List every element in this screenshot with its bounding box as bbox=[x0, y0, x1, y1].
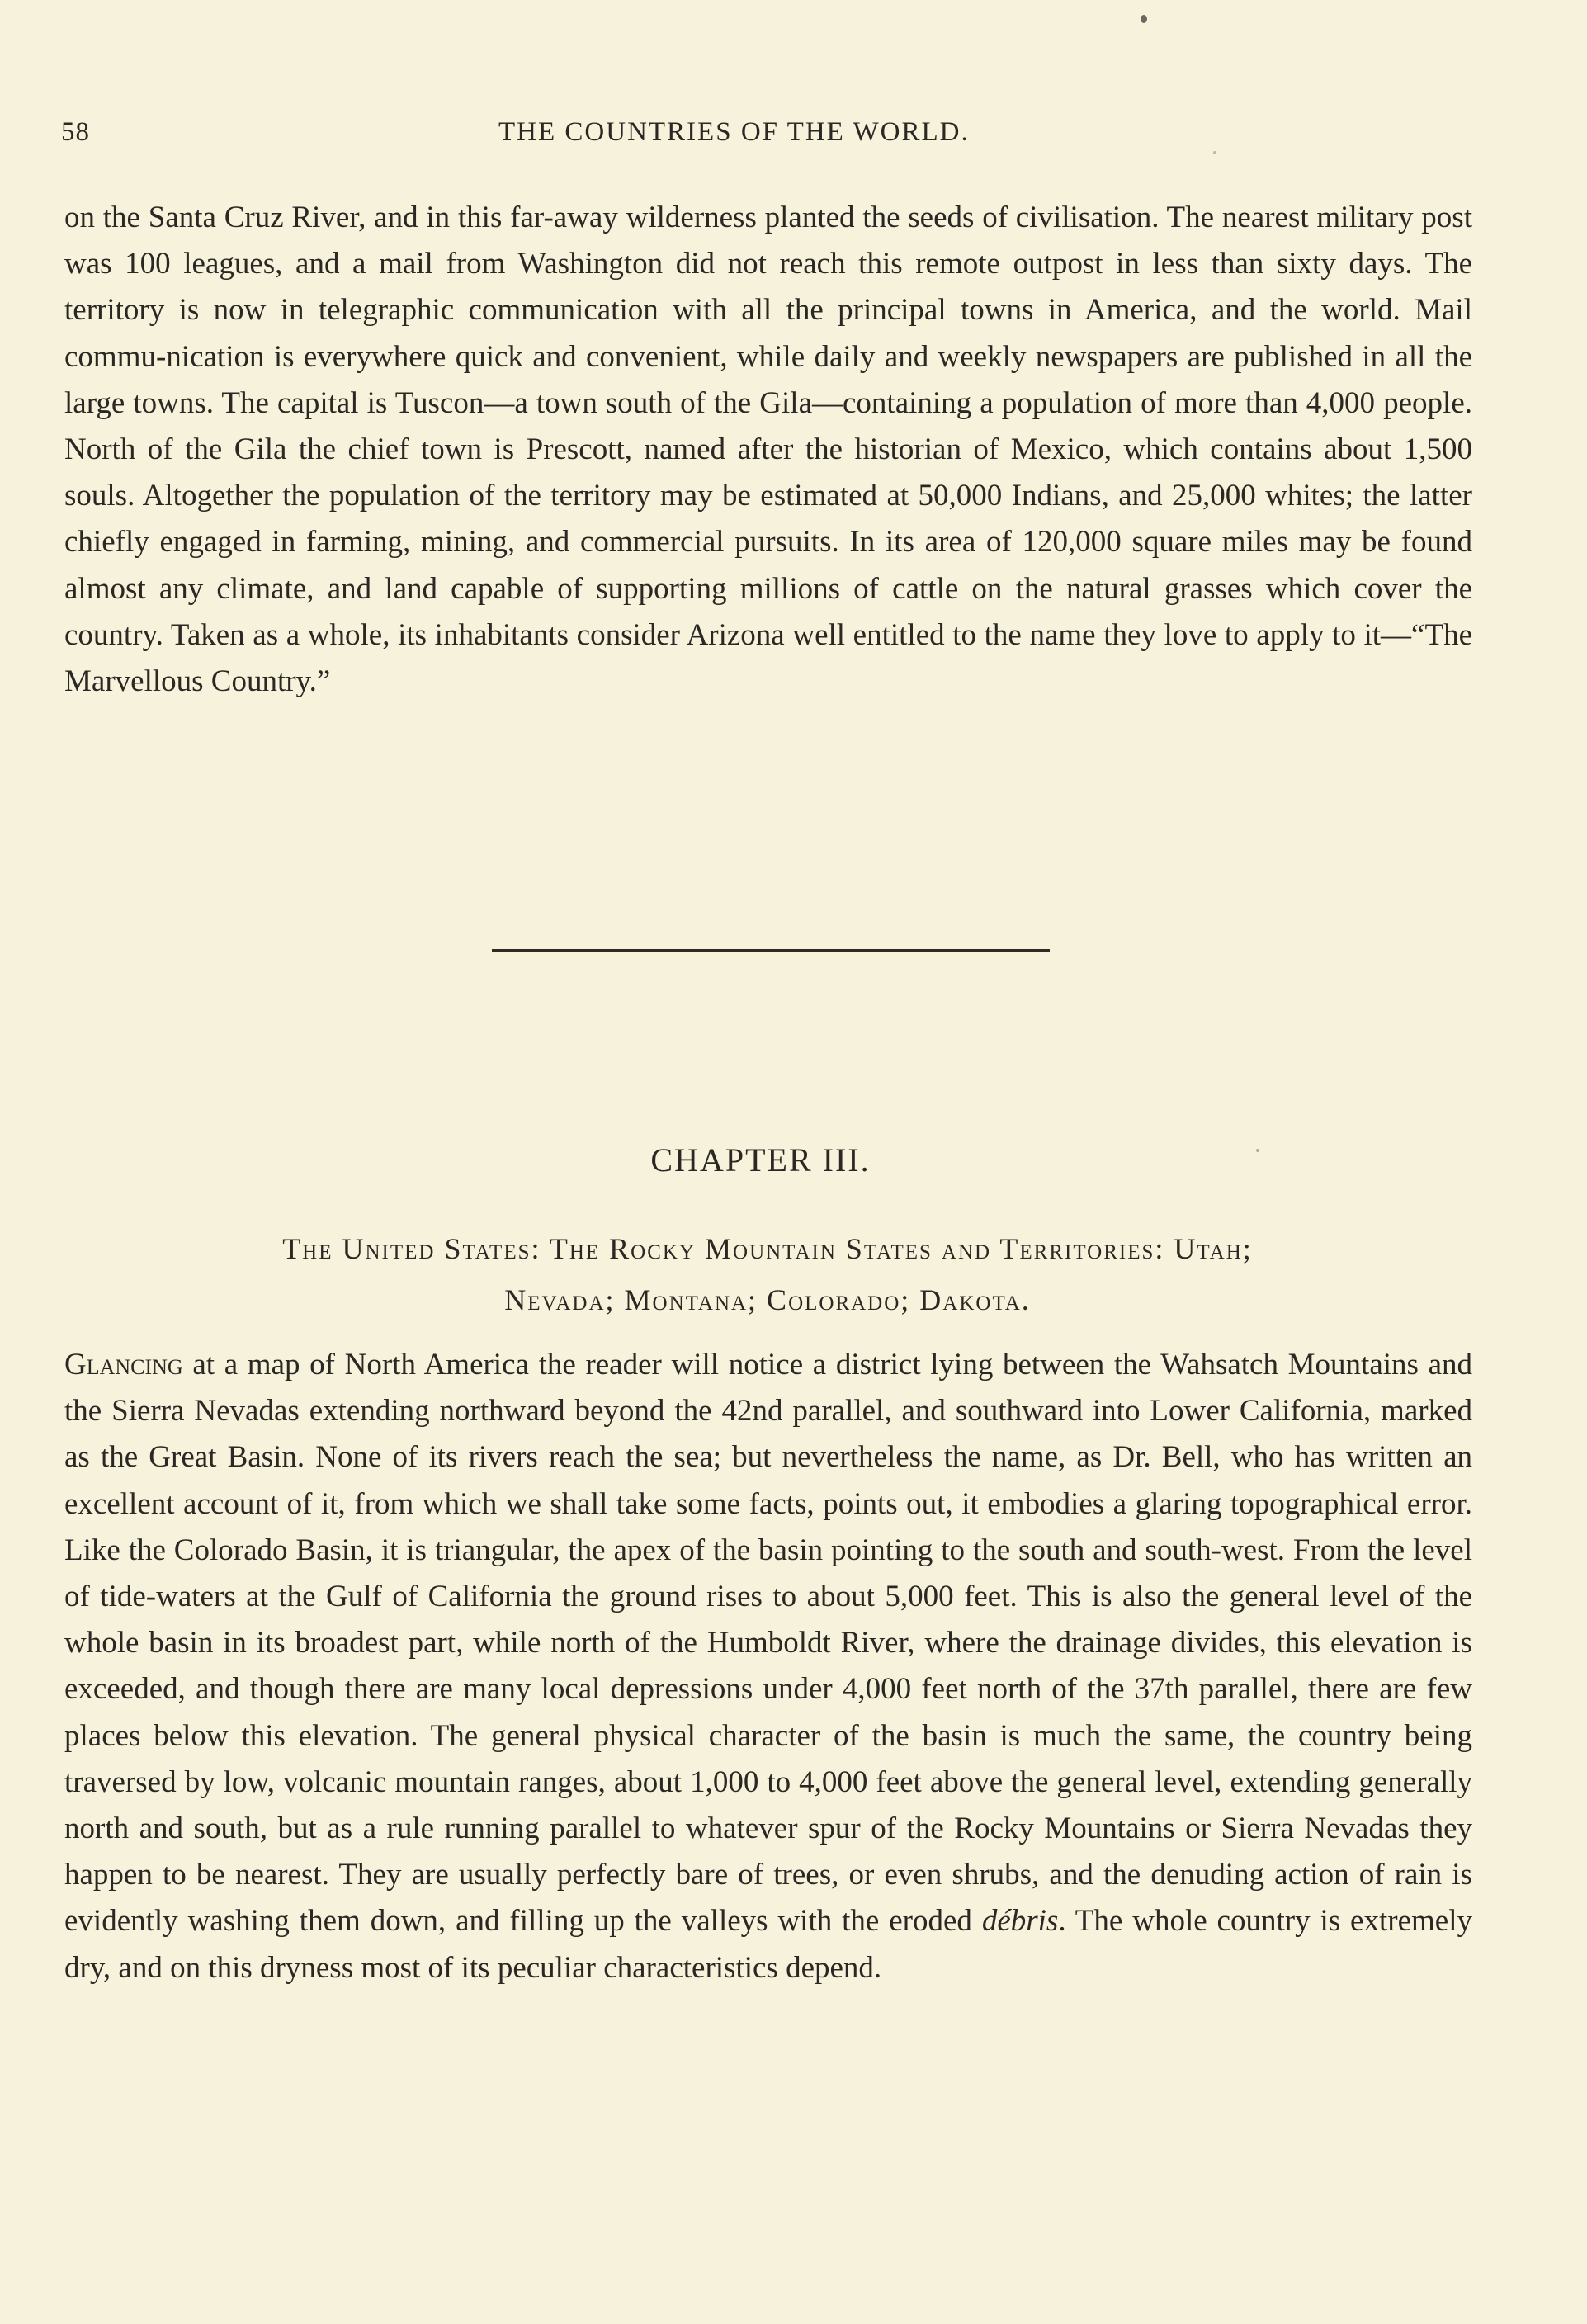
running-head bbox=[61, 117, 1472, 158]
section-divider-rule bbox=[492, 949, 1050, 952]
paragraph-arizona-conclusion: on the Santa Cruz River, and in this far-away wilderness planted the seeds of civilisation. The nearest military post was 100 leagues, and a mail from Washington did not reach this remote outpost in less than sixty days. The territory is now in telegraphic communication with all the principal towns in America, and the world. Mail commu-nication is everywhere quick and convenient, while daily and weekly newspapers are published in all the large towns. The capital is Tuscon—a town south of the Gila—containing a population of more than 4,000 people. North of the Gila the chief town is Prescott, named after the historian of Mexico, which contains about 1,500 souls. Altogether the population of the territory may be estimated at 50,000 Indians, and 25,000 whites; the latter chiefly engaged in farming, mining, and commercial pursuits. In its area of 120,000 square miles may be found almost any climate, and land capable of supporting millions of cattle on the natural grasses which cover the country. Taken as a whole, its inhabitants consider Arizona well entitled to the name they love to apply to it—“The Marvellous Country.” bbox=[64, 201, 1472, 699]
paper-speck bbox=[1256, 1149, 1259, 1152]
paragraph-great-basin bbox=[64, 1342, 1472, 1991]
chapter-subtitle-line-1: The United States: The Rocky Mountain States and Territories: Utah; bbox=[282, 1232, 1253, 1265]
opening-word: Glancing bbox=[64, 1348, 183, 1382]
chapter-subtitle bbox=[124, 1223, 1411, 1325]
paper-speck bbox=[1213, 151, 1216, 154]
running-title: THE COUNTRIES OF THE WORLD. bbox=[498, 117, 970, 147]
italic-term: débris bbox=[981, 1904, 1059, 1939]
paragraph-great-basin-ending: . The whole country is extremely dry, and on this dryness most of its peculiar characteristics depend. bbox=[64, 1904, 1472, 1985]
paper-speck bbox=[1141, 15, 1147, 23]
chapter-heading: CHAPTER III. bbox=[650, 1141, 871, 1179]
chapter-subtitle-line-2: Nevada; Montana; Colorado; Dakota. bbox=[504, 1283, 1031, 1316]
paragraph-great-basin-text: at a map of North America the reader will notice a district lying between the Wahsatch Mountains and the Sierra Nevadas extending northward beyond the 42nd parallel, and southward into Lower California, marked as the Great Basin. None of its rivers reach the sea; but nevertheless the name, as Dr. Bell, who has written an excellent account of it, from which we shall take some facts, points out, it embodies a glaring topographical error. Like the Colorado Basin, it is triangular, the apex of the basin pointing to the south and south-west. From the level of tide-waters at the Gulf of California the ground rises to about 5,000 feet. This is also the general level of the whole basin in its broadest part, while north of the Humboldt River, where the drainage divides, this elevation is exceeded, and though there are many local depressions under 4,000 feet north of the 37th parallel, there are few places below this elevation. The general physical character of the basin is much the same, the country being traversed by low, volcanic mountain ranges, about 1,000 to 4,000 feet above the general level, extending generally north and south, but as a rule running parallel to whatever spur of the Rocky Mountains or Sierra Nevadas they happen to be nearest. They are usually perfectly bare of trees, or even shrubs, and the denuding action of rain is evidently washing them down, and filling up the valleys with the eroded bbox=[64, 1348, 1472, 1939]
page-number: 58 bbox=[61, 117, 90, 147]
